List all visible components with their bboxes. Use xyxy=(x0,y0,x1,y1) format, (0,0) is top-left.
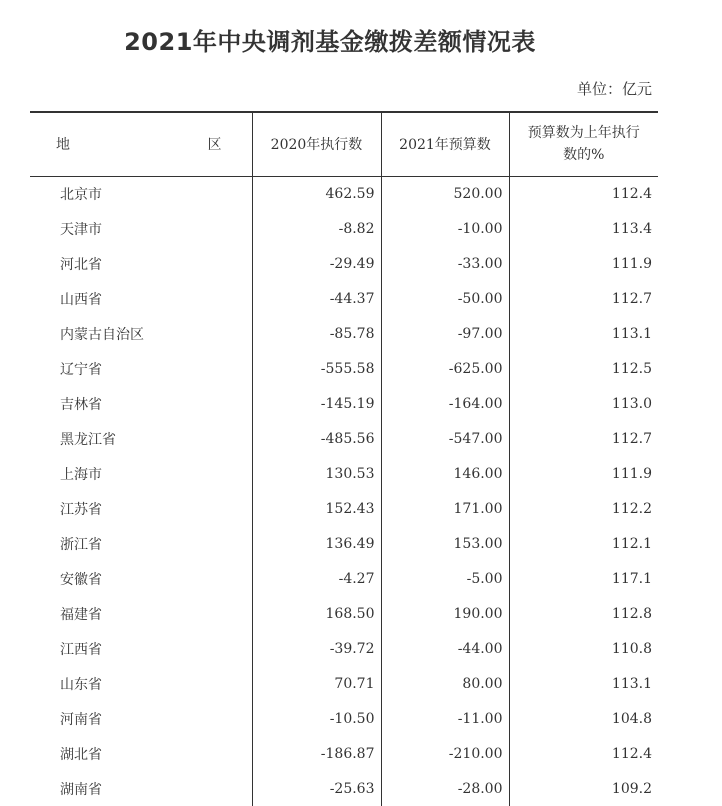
exec-2020-cell: -485.56 xyxy=(252,421,381,456)
region-cell: 山西省 xyxy=(60,291,102,308)
table-row xyxy=(30,491,658,526)
exec-2020-cell: -4.27 xyxy=(252,561,381,596)
budget-2021-cell: -28.00 xyxy=(381,771,509,806)
exec-2020-cell: -29.49 xyxy=(252,246,381,281)
table-row xyxy=(30,771,658,806)
budget-2021-cell: 520.00 xyxy=(381,176,509,211)
table-header xyxy=(30,112,658,176)
pct-cell: 112.7 xyxy=(509,421,658,456)
budget-2021-cell: -11.00 xyxy=(381,701,509,736)
pct-cell: 112.2 xyxy=(509,491,658,526)
table-row xyxy=(30,176,658,211)
exec-2020-cell: -25.63 xyxy=(252,771,381,806)
pct-cell: 113.1 xyxy=(509,666,658,701)
exec-2020-cell: -555.58 xyxy=(252,351,381,386)
pct-cell: 112.8 xyxy=(509,596,658,631)
unit-label: 单位：亿元 xyxy=(576,80,652,98)
table-row xyxy=(30,596,658,631)
header-pct-line2: 数的% xyxy=(563,147,605,164)
table-row xyxy=(30,561,658,596)
region-cell: 河北省 xyxy=(60,256,102,273)
exec-2020-cell: -39.72 xyxy=(252,631,381,666)
exec-2020-cell: -10.50 xyxy=(252,701,381,736)
exec-2020-cell: 136.49 xyxy=(252,526,381,561)
exec-2020-cell: 152.43 xyxy=(252,491,381,526)
pct-cell: 113.1 xyxy=(509,316,658,351)
budget-2021-cell: 80.00 xyxy=(381,666,509,701)
pct-cell: 112.4 xyxy=(509,176,658,211)
page-title: 2021年中央调剂基金缴拨差额情况表 xyxy=(124,28,536,56)
pct-cell: 111.9 xyxy=(509,456,658,491)
region-cell: 安徽省 xyxy=(60,571,102,588)
table-row xyxy=(30,526,658,561)
budget-2021-cell: -50.00 xyxy=(381,281,509,316)
region-cell: 江苏省 xyxy=(60,501,102,518)
table-row xyxy=(30,316,658,351)
budget-2021-cell: -44.00 xyxy=(381,631,509,666)
header-region-left: 地 xyxy=(56,137,70,154)
region-cell: 河南省 xyxy=(60,711,102,728)
table-row xyxy=(30,421,658,456)
region-cell: 山东省 xyxy=(60,676,102,693)
pct-cell: 110.8 xyxy=(509,631,658,666)
exec-2020-cell: -44.37 xyxy=(252,281,381,316)
pct-cell: 113.0 xyxy=(509,386,658,421)
budget-2021-cell: -210.00 xyxy=(381,736,509,771)
budget-2021-cell: -547.00 xyxy=(381,421,509,456)
budget-2021-cell: 146.00 xyxy=(381,456,509,491)
budget-2021-cell: -5.00 xyxy=(381,561,509,596)
header-pct-line1: 预算数为上年执行 xyxy=(527,125,640,142)
region-cell: 福建省 xyxy=(60,606,102,623)
budget-2021-cell: -625.00 xyxy=(381,351,509,386)
exec-2020-cell: 130.53 xyxy=(252,456,381,491)
header-exec-2020: 2020年执行数 xyxy=(252,112,381,176)
pct-cell: 112.1 xyxy=(509,526,658,561)
pct-cell: 109.2 xyxy=(509,771,658,806)
pct-cell: 113.4 xyxy=(509,211,658,246)
budget-2021-cell: 153.00 xyxy=(381,526,509,561)
region-cell: 天津市 xyxy=(60,221,102,238)
header-pct xyxy=(509,112,658,176)
header-region xyxy=(30,112,252,176)
region-cell: 北京市 xyxy=(60,186,102,203)
pct-cell: 111.9 xyxy=(509,246,658,281)
table-row xyxy=(30,386,658,421)
region-cell: 浙江省 xyxy=(60,536,102,553)
exec-2020-cell: -145.19 xyxy=(252,386,381,421)
pct-cell: 112.7 xyxy=(509,281,658,316)
budget-2021-cell: 190.00 xyxy=(381,596,509,631)
exec-2020-cell: 462.59 xyxy=(252,176,381,211)
region-cell: 上海市 xyxy=(60,466,102,483)
header-region-right: 区 xyxy=(207,137,222,154)
budget-2021-cell: -164.00 xyxy=(381,386,509,421)
budget-2021-cell: 171.00 xyxy=(381,491,509,526)
table-row xyxy=(30,246,658,281)
table-row xyxy=(30,631,658,666)
table-row xyxy=(30,456,658,491)
pct-cell: 112.4 xyxy=(509,736,658,771)
pct-cell: 104.8 xyxy=(509,701,658,736)
table-body xyxy=(30,176,658,806)
exec-2020-cell: 70.71 xyxy=(252,666,381,701)
exec-2020-cell: -85.78 xyxy=(252,316,381,351)
table-row xyxy=(30,701,658,736)
table-row xyxy=(30,351,658,386)
table-row xyxy=(30,666,658,701)
pct-cell: 112.5 xyxy=(509,351,658,386)
region-cell: 内蒙古自治区 xyxy=(60,326,144,343)
region-cell: 辽宁省 xyxy=(60,361,102,378)
exec-2020-cell: 168.50 xyxy=(252,596,381,631)
budget-2021-cell: -97.00 xyxy=(381,316,509,351)
exec-2020-cell: -186.87 xyxy=(252,736,381,771)
region-cell: 吉林省 xyxy=(60,396,102,413)
table-row xyxy=(30,281,658,316)
header-budget-2021: 2021年预算数 xyxy=(381,112,509,176)
table-row xyxy=(30,736,658,771)
budget-2021-cell: -10.00 xyxy=(381,211,509,246)
exec-2020-cell: -8.82 xyxy=(252,211,381,246)
region-cell: 湖北省 xyxy=(60,746,102,763)
region-cell: 湖南省 xyxy=(60,781,102,798)
budget-2021-cell: -33.00 xyxy=(381,246,509,281)
pct-cell: 117.1 xyxy=(509,561,658,596)
fund-table xyxy=(30,111,658,806)
region-cell: 黑龙江省 xyxy=(60,431,116,448)
region-cell: 江西省 xyxy=(60,641,102,658)
table-row xyxy=(30,211,658,246)
